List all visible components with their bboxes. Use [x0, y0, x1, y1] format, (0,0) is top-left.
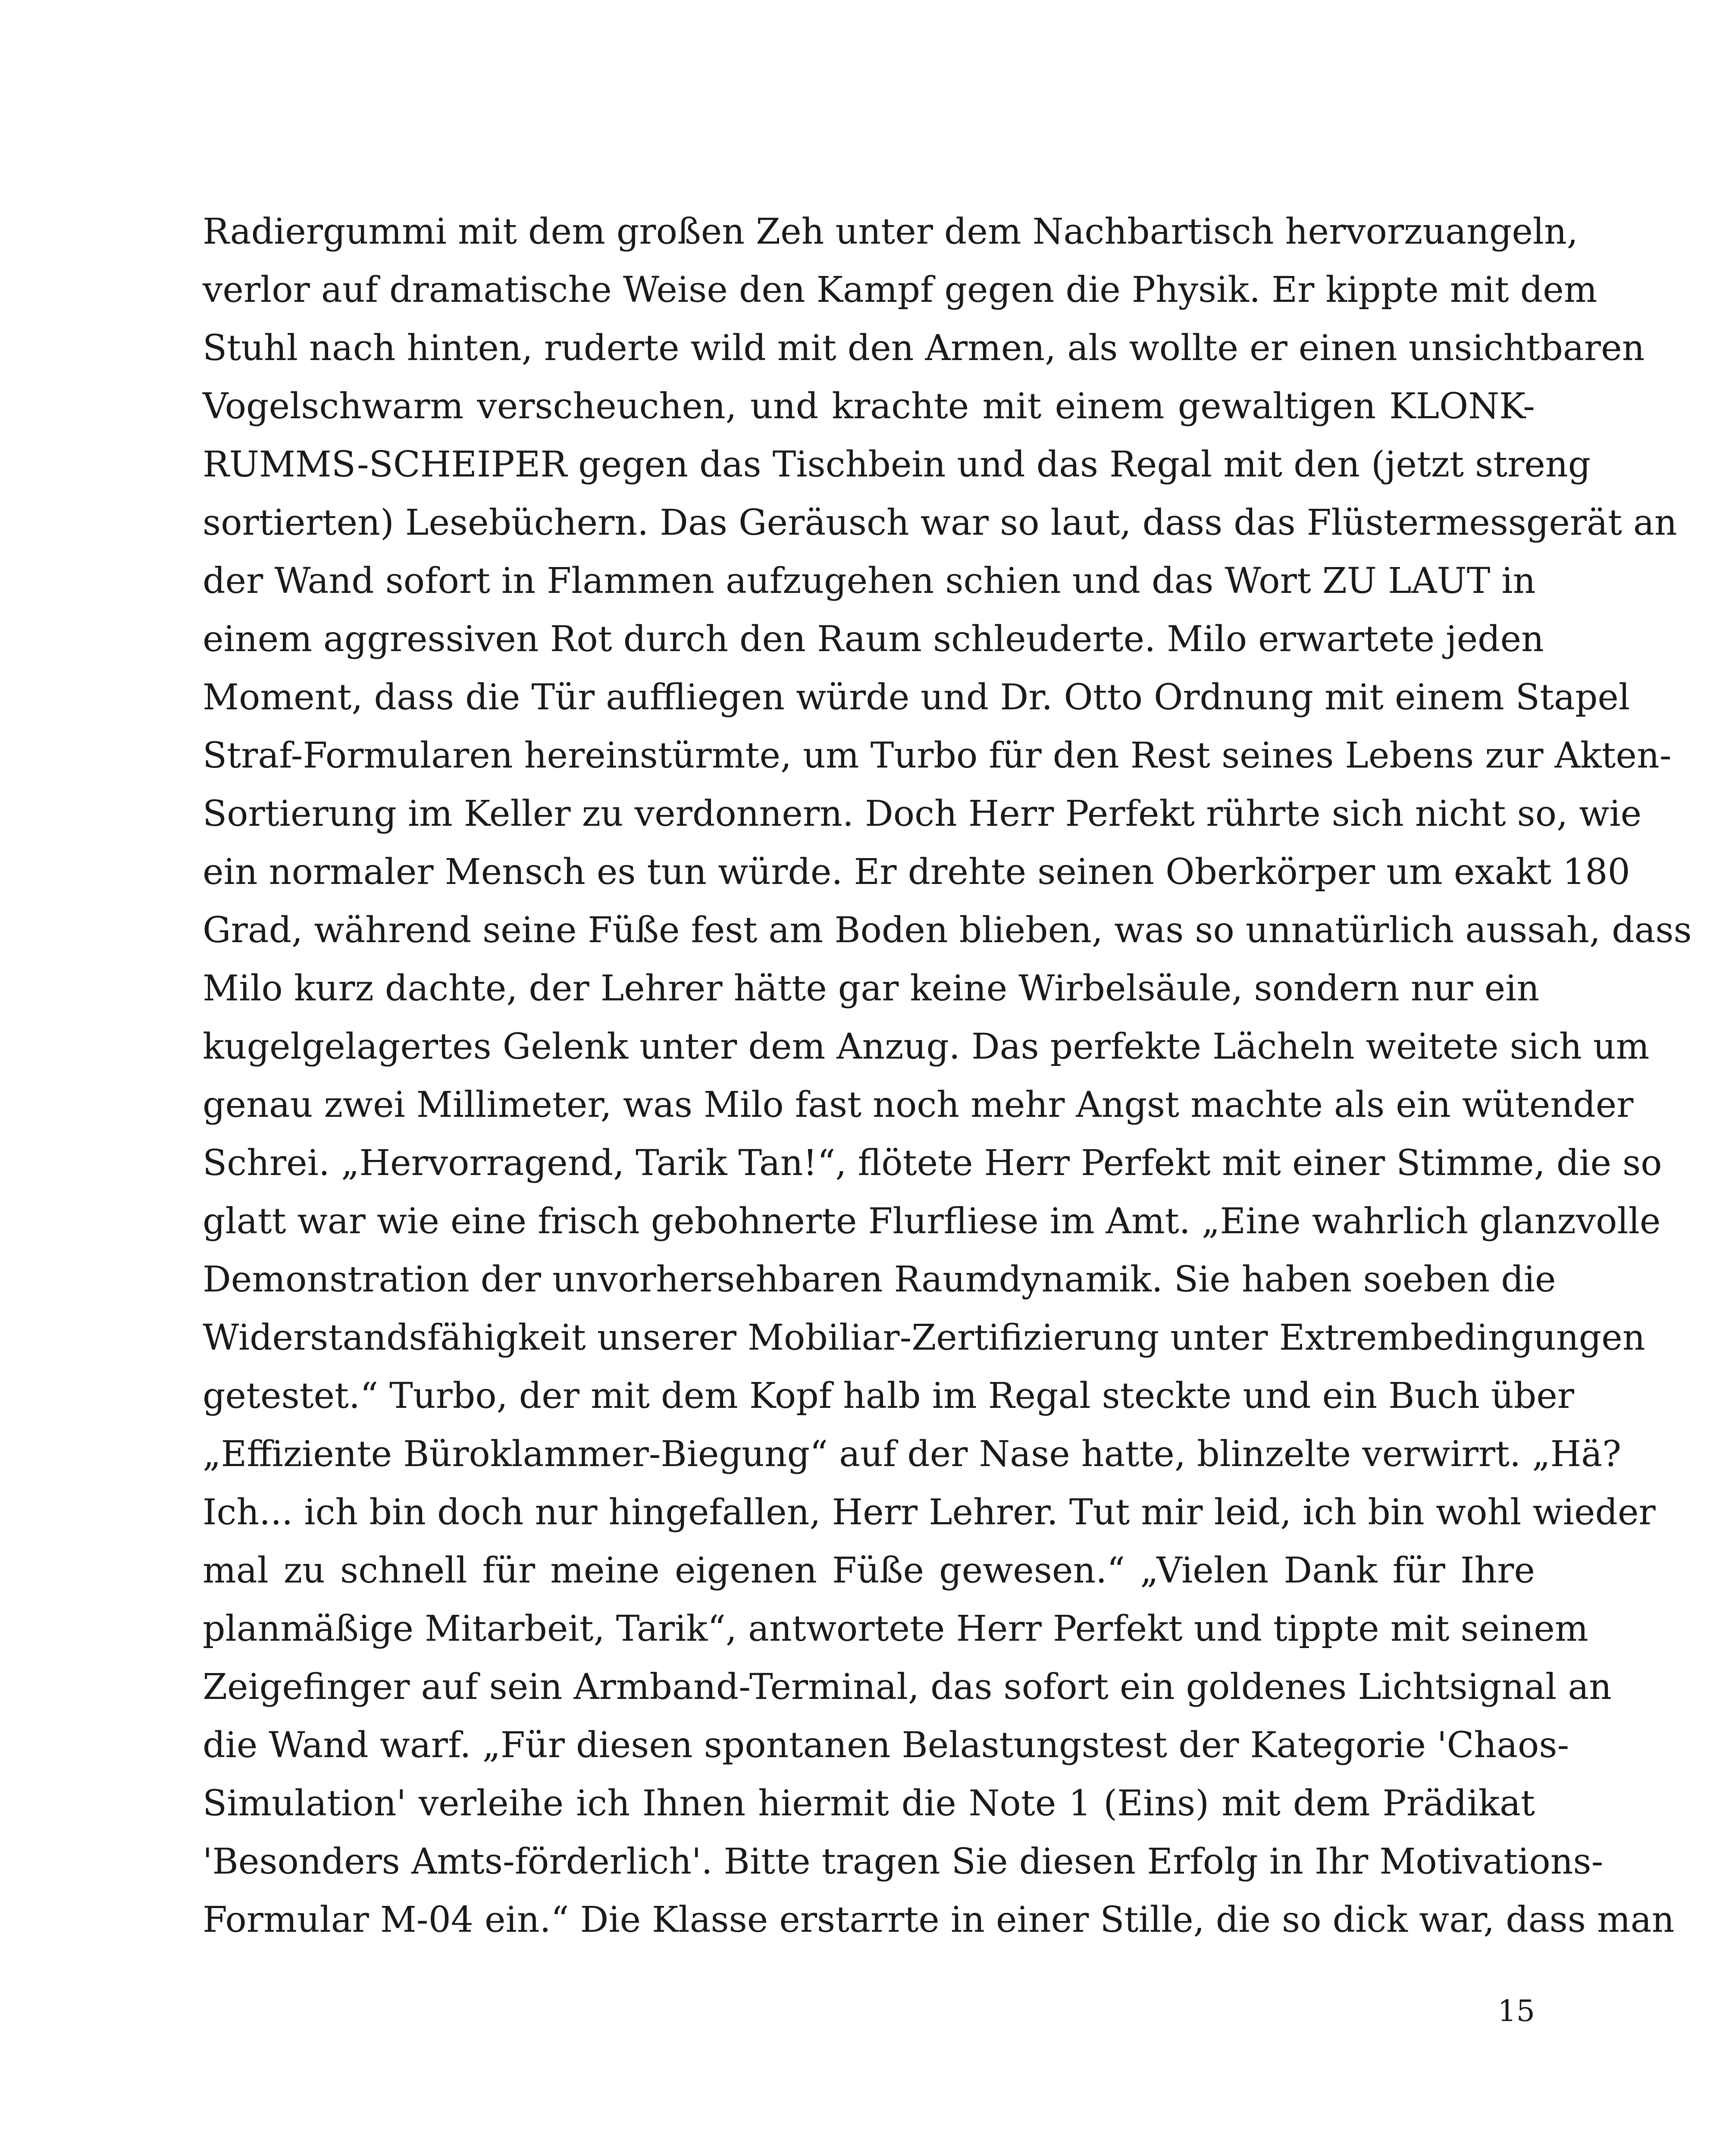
text-line: getestet.“ Turbo, der mit dem Kopf halb im Regal steckte und ein Buch über [203, 1376, 1575, 1416]
text-line: verlor auf dramatische Weise den Kampf gegen die Physik. Er kippte mit dem [203, 270, 1597, 310]
text-line: 'Besonders Amts-förderlich'. Bitte tragen Sie diesen Erfolg in Ihr Motivations- [203, 1841, 1604, 1882]
text-line: genau zwei Millimeter, was Milo fast noch mehr Angst machte als ein wütender [203, 1084, 1634, 1125]
text-line: Sortierung im Keller zu verdonnern. Doch Herr Perfekt rührte sich nicht so, wie [203, 793, 1642, 834]
text-line: der Wand sofort in Flammen aufzugehen schien und das Wort ZU LAUT in [203, 561, 1536, 602]
text-line: Demonstration der unvorhersehbaren Raumdynamik. Sie haben soeben die [203, 1259, 1556, 1300]
text-line: Radiergummi mit dem großen Zeh unter dem Nachbartisch hervorzuangeln, [203, 211, 1578, 252]
text-line: mal zu schnell für meine eigenen Füße gewesen.“ „Vielen Dank für Ihre [203, 1550, 1535, 1591]
text-line: Moment, dass die Tür auffliegen würde und Dr. Otto Ordnung mit einem Stapel [203, 677, 1630, 718]
text-line: die Wand warf. „Für diesen spontanen Belastungstest der Kategorie 'Chaos- [203, 1725, 1569, 1766]
text-line: Milo kurz dachte, der Lehrer hätte gar keine Wirbelsäule, sondern nur ein [203, 968, 1540, 1009]
page-number: 15 [1497, 1994, 1535, 2028]
text-line: Schrei. „Hervorragend, Tarik Tan!“, flötete Herr Perfekt mit einer Stimme, die so [203, 1143, 1662, 1184]
text-line: Grad, während seine Füße fest am Boden blieben, was so unnatürlich aussah, dass [203, 910, 1692, 951]
text-line: ein normaler Mensch es tun würde. Er drehte seinen Oberkörper um exakt 180 [203, 852, 1630, 893]
text-line: Zeigefinger auf sein Armband-Terminal, das sofort ein goldenes Lichtsignal an [203, 1667, 1612, 1708]
text-line: „Effiziente Büroklammer-Biegung“ auf der Nase hatte, blinzelte verwirrt. „Hä? [203, 1434, 1622, 1475]
text-line: Formular M-04 ein.“ Die Klasse erstarrte in einer Stille, die so dick war, dass man [203, 1899, 1675, 1940]
text-line: Ich... ich bin doch nur hingefallen, Herr Lehrer. Tut mir leid, ich bin wohl wieder [203, 1492, 1656, 1533]
text-line: planmäßige Mitarbeit, Tarik“, antwortete Herr Perfekt und tippte mit seinem [203, 1608, 1588, 1649]
text-line: Widerstandsfähigkeit unserer Mobiliar-Zertifizierung unter Extrembedingungen [203, 1317, 1645, 1358]
text-line: Stuhl nach hinten, ruderte wild mit den Armen, als wollte er einen unsichtbaren [203, 328, 1645, 369]
text-line: einem aggressiven Rot durch den Raum schleuderte. Milo erwartete jeden [203, 619, 1544, 660]
text-line: RUMMS-SCHEIPER gegen das Tischbein und das Regal mit den (jetzt streng [203, 444, 1591, 485]
text-line: Straf-Formularen hereinstürmte, um Turbo für den Rest seines Lebens zur Akten- [203, 735, 1672, 776]
text-line: Vogelschwarm verscheuchen, und krachte mit einem gewaltigen KLONK- [203, 386, 1535, 427]
body-text [203, 203, 1692, 1949]
text-line: sortierten) Lesebüchern. Das Geräusch war so laut, dass das Flüstermessgerät an [203, 502, 1677, 543]
text-line: glatt war wie eine frisch gebohnerte Flurfliese im Amt. „Eine wahrlich glanzvolle [203, 1201, 1661, 1242]
text-line: Simulation' verleihe ich Ihnen hiermit die Note 1 (Eins) mit dem Prädikat [203, 1783, 1535, 1824]
text-line: kugelgelagertes Gelenk unter dem Anzug. Das perfekte Lächeln weitete sich um [203, 1026, 1650, 1067]
